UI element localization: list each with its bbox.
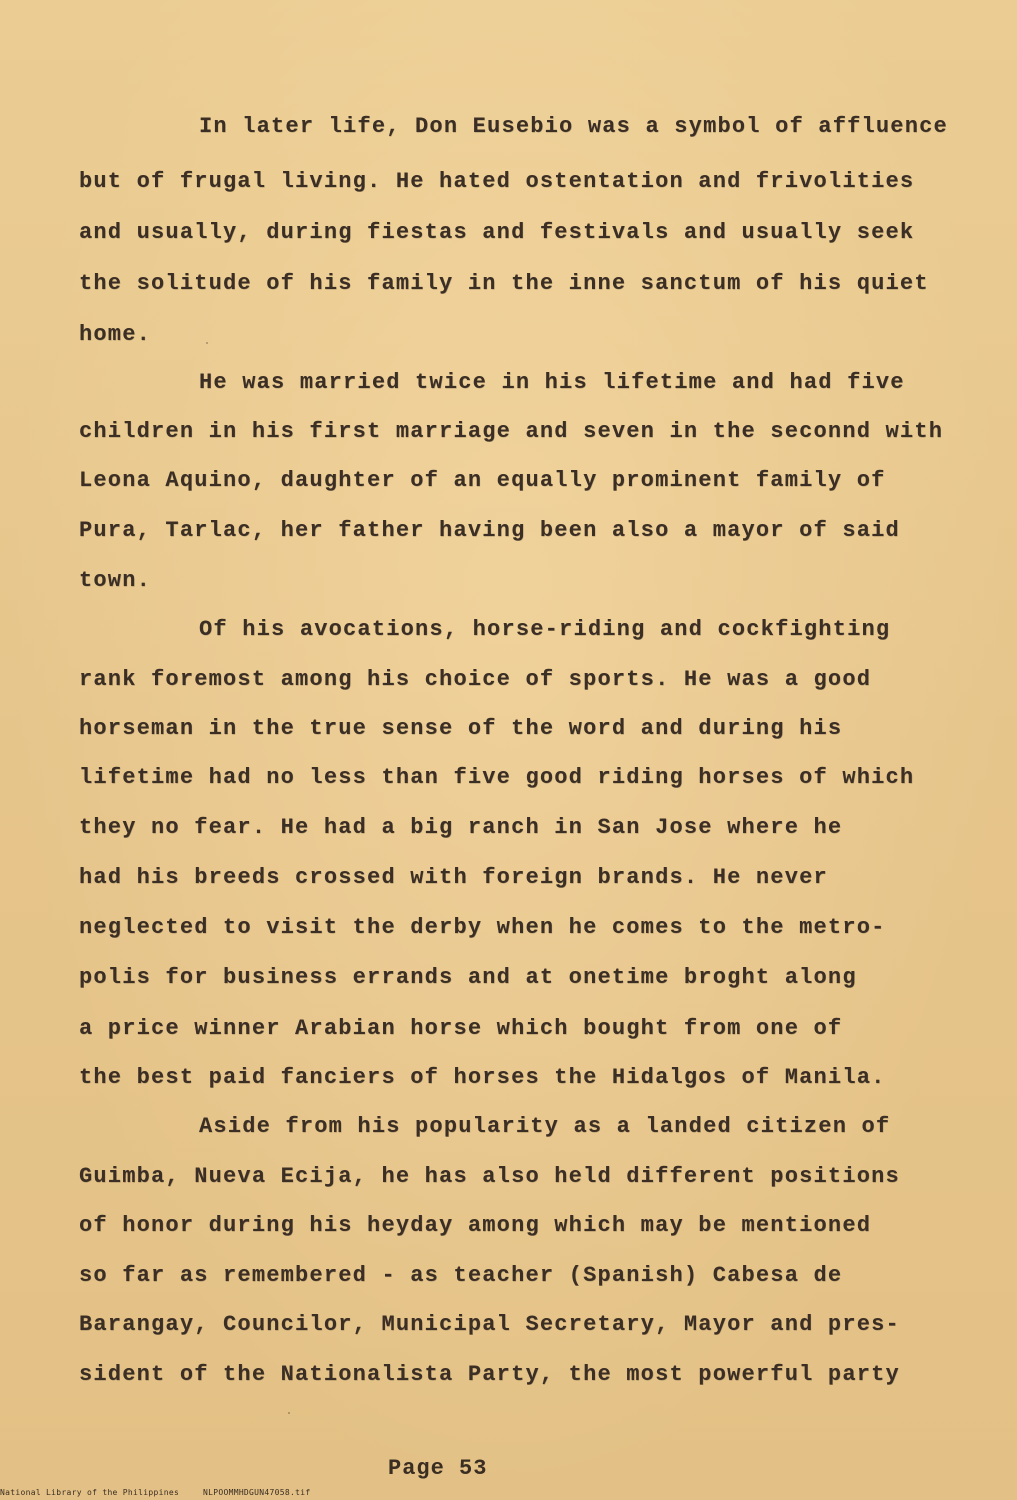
text-line: Pura, Tarlac, her father having been also a mayor of said: [79, 518, 900, 543]
page-number: Page 53: [388, 1456, 488, 1481]
text-line: town.: [79, 568, 152, 593]
text-line: Barangay, Councilor, Municipal Secretary, Mayor and pres-: [79, 1312, 900, 1337]
text-line: In later life, Don Eusebio was a symbol of affluence: [199, 114, 948, 139]
text-line: sident of the Nationalista Party, the most powerful party: [79, 1362, 900, 1387]
text-line: had his breeds crossed with foreign brands. He never: [79, 865, 828, 890]
text-line: neglected to visit the derby when he comes to the metro-: [79, 915, 886, 940]
text-line: so far as remembered - as teacher (Spanish) Cabesa de: [79, 1263, 843, 1288]
footer-library-credit: National Library of the Philippines: [0, 1488, 180, 1497]
text-line: horseman in the true sense of the word and during his: [79, 716, 843, 741]
text-line: children in his first marriage and seven in the seconnd with: [79, 419, 944, 444]
footer-filename: NLPOOMMHDGUN47058.tif: [203, 1488, 311, 1497]
text-line: and usually, during fiestas and festivals and usually seek: [79, 220, 915, 245]
text-line: of honor during his heyday among which may be mentioned: [79, 1213, 872, 1238]
text-line: rank foremost among his choice of sports. He was a good: [79, 667, 872, 692]
text-line: Aside from his popularity as a landed citizen of: [199, 1114, 891, 1139]
text-line: but of frugal living. He hated ostentation and frivolities: [79, 169, 915, 194]
text-line: the solitude of his family in the inne sanctum of his quiet: [79, 271, 929, 296]
text-line: they no fear. He had a big ranch in San Jose where he: [79, 815, 843, 840]
text-line: Of his avocations, horse-riding and cockfighting: [199, 617, 891, 642]
text-line: Guimba, Nueva Ecija, he has also held different positions: [79, 1164, 900, 1189]
text-line: the best paid fanciers of horses the Hidalgos of Manila.: [79, 1065, 886, 1090]
paper-speck: [288, 1412, 290, 1414]
text-line: lifetime had no less than five good riding horses of which: [79, 765, 915, 790]
text-line: a price winner Arabian horse which bought from one of: [79, 1016, 843, 1041]
text-line: home.: [79, 322, 152, 347]
text-line: Leona Aquino, daughter of an equally prominent family of: [79, 468, 886, 493]
text-line: polis for business errands and at onetime broght along: [79, 965, 857, 990]
paper-speck: [206, 342, 208, 344]
text-line: He was married twice in his lifetime and had five: [199, 370, 905, 395]
